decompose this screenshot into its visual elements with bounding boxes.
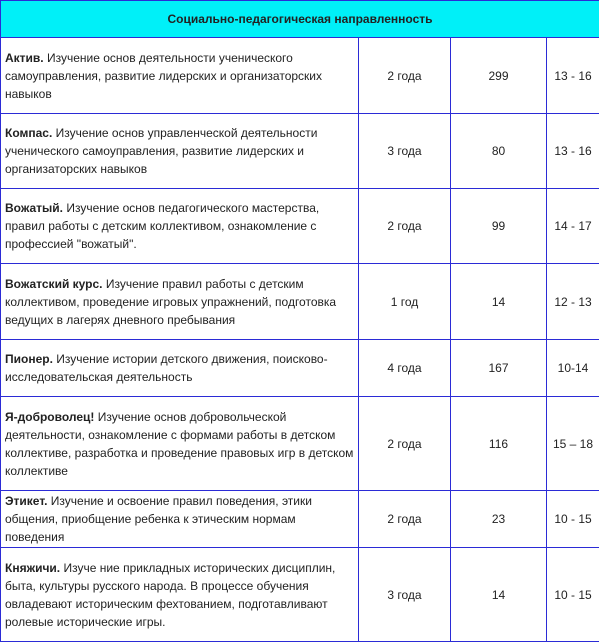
program-description-cell	[1, 264, 359, 340]
table-row	[1, 189, 599, 264]
program-description: Изучение основ управленческой деятельности ученического самоуправления, развитие лидерских и организаторских навыков	[5, 126, 318, 176]
program-description-cell	[1, 548, 359, 642]
table-row	[1, 264, 599, 340]
program-duration: 4 года	[359, 340, 451, 397]
table-row	[1, 491, 599, 548]
program-name: Княжичи.	[5, 560, 61, 575]
program-ages: 13 - 16	[547, 38, 599, 114]
program-ages: 15 – 18	[547, 397, 599, 491]
program-count: 99	[451, 189, 547, 264]
program-count: 299	[451, 38, 547, 114]
program-name: Пионер.	[5, 352, 53, 366]
program-description: Изучение правил работы с детским коллективом, проведение игровых упражнений, подготовка ведущих в лагерях дневного пребывания	[5, 276, 337, 327]
program-duration: 2 года	[359, 189, 451, 264]
table-row	[1, 38, 599, 114]
program-count: 14	[451, 548, 547, 642]
program-description-cell	[1, 38, 359, 114]
program-count: 116	[451, 397, 547, 491]
table-row	[1, 548, 599, 642]
section-title: Социально-педагогическая направленность	[1, 1, 599, 38]
program-description: Изучение основ добровольческой деятельности, ознакомление с формами работы в детском коллективе, разработка и проведение правовых игр в детском коллективе	[5, 409, 354, 478]
program-description: Изучение основ педагогического мастерства, правил работы с детским коллективом, ознакомление с профессией "вожатый".	[5, 201, 320, 251]
program-description: Изучение истории детского движения, поисково-исследовательская деятельность	[5, 352, 328, 384]
program-name: Я-доброволец!	[5, 409, 95, 424]
program-duration: 3 года	[359, 114, 451, 189]
program-description-cell	[1, 397, 359, 491]
program-name: Актив.	[5, 50, 44, 65]
program-name: Этикет.	[5, 494, 48, 508]
program-duration: 2 года	[359, 38, 451, 114]
program-duration: 1 год	[359, 264, 451, 340]
program-duration: 2 года	[359, 397, 451, 491]
table-row	[1, 397, 599, 491]
program-ages: 10 - 15	[547, 491, 599, 548]
table-row	[1, 114, 599, 189]
program-description-cell	[1, 189, 359, 264]
program-ages: 13 - 16	[547, 114, 599, 189]
program-count: 80	[451, 114, 547, 189]
program-count: 23	[451, 491, 547, 548]
program-ages: 14 - 17	[547, 189, 599, 264]
program-duration: 2 года	[359, 491, 451, 548]
program-description-cell	[1, 114, 359, 189]
section-header-row	[1, 1, 599, 38]
program-description: Изучение основ деятельности ученического самоуправления, развитие лидерских и организаторских навыков	[5, 50, 322, 101]
program-description-cell	[1, 491, 359, 548]
program-name: Компас.	[5, 126, 53, 140]
program-description: Изуче ние прикладных исторических дисциплин, быта, культуры русского народа. В процессе обучения овладевают историческим фехтованием, подготавливают ролевые исторические игры.	[5, 560, 336, 629]
table-row	[1, 340, 599, 397]
program-name: Вожатский курс.	[5, 276, 103, 291]
program-duration: 3 года	[359, 548, 451, 642]
program-description-cell	[1, 340, 359, 397]
program-count: 14	[451, 264, 547, 340]
program-ages: 10 - 15	[547, 548, 599, 642]
program-ages: 12 - 13	[547, 264, 599, 340]
program-name: Вожатый.	[5, 201, 64, 215]
program-count: 167	[451, 340, 547, 397]
program-description: Изучение и освоение правил поведения, этики общения, приобщение ребенка к этическим нормам поведения	[5, 494, 312, 544]
program-ages: 10-14	[547, 340, 599, 397]
